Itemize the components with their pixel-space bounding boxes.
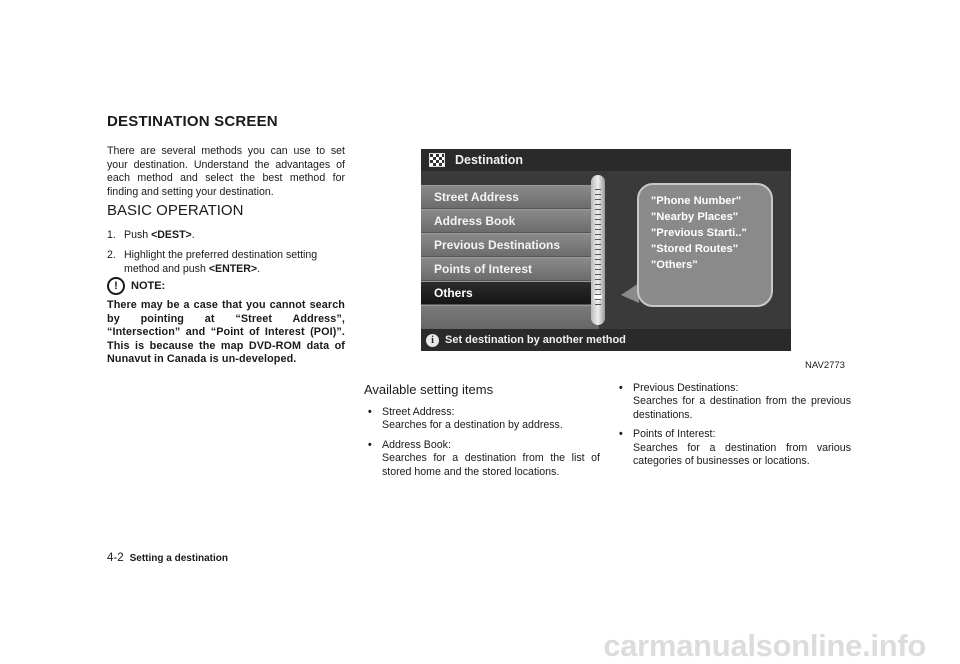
step-number: 1.	[107, 229, 116, 241]
scroll-tick	[595, 214, 601, 215]
scroll-tick	[595, 209, 601, 210]
scroll-tick	[595, 204, 601, 205]
bullet: •	[368, 438, 372, 451]
step-key: <DEST>	[151, 229, 192, 241]
screen-footer	[421, 329, 791, 351]
chapter-title: Setting a destination	[129, 553, 228, 564]
setting-item-body	[633, 428, 851, 468]
intro-paragraph: There are several methods you can use to set your destination. Understand the advantages of each method and select the best method for finding and setting your destination.	[107, 145, 345, 198]
menu-blank-row	[421, 305, 599, 329]
screen-header	[421, 149, 791, 171]
note-label: NOTE:	[131, 280, 166, 292]
setting-item-body	[633, 382, 851, 422]
setting-item	[368, 406, 600, 433]
destination-menu	[421, 185, 599, 329]
note-header	[107, 277, 165, 295]
menu-item-points-of-interest[interactable]: Points of Interest	[421, 257, 599, 281]
scroll-tick	[595, 304, 601, 305]
scrollbar[interactable]	[591, 175, 605, 325]
scroll-tick	[595, 194, 601, 195]
menu-item-address-book[interactable]: Address Book	[421, 209, 599, 233]
page-number: 4-2	[107, 552, 124, 564]
setting-item-desc: Searches for a destination from the list of stored home and the stored locations.	[382, 452, 600, 478]
scroll-tick	[595, 229, 601, 230]
section-title: DESTINATION SCREEN	[107, 113, 278, 130]
scroll-tick	[595, 289, 601, 290]
setting-item-desc: Searches for a destination from various categories of businesses or locations.	[633, 441, 851, 468]
setting-item	[619, 428, 851, 468]
setting-item-title: Points of Interest:	[633, 428, 716, 441]
preview-bubble-list	[651, 193, 747, 273]
menu-item-others[interactable]: Others	[421, 281, 599, 305]
menu-item-street-address[interactable]: Street Address	[421, 185, 599, 209]
setting-item	[368, 439, 600, 479]
scroll-tick	[595, 264, 601, 265]
bubble-item: "Others"	[651, 259, 698, 271]
figure-code: NAV2773	[805, 360, 845, 371]
setting-item-body	[382, 406, 600, 433]
checkered-flag-icon	[429, 153, 445, 167]
bullet: •	[619, 428, 623, 441]
screen-title: Destination	[455, 153, 524, 167]
setting-item-title: Street Address:	[382, 406, 455, 418]
setting-item-title: Address Book:	[382, 438, 451, 451]
menu-item-previous-destinations[interactable]: Previous Destinations	[421, 233, 599, 257]
step-text	[124, 248, 345, 276]
bubble-item: "Previous Starti.."	[651, 227, 747, 239]
scroll-tick	[595, 224, 601, 225]
step-1	[107, 228, 345, 242]
scroll-tick	[595, 294, 601, 295]
scroll-tick	[595, 189, 601, 190]
scroll-tick	[595, 259, 601, 260]
setting-items-left	[368, 406, 600, 485]
exclamation-icon: !	[107, 277, 125, 295]
step-number: 2.	[107, 249, 116, 261]
step-text-post: .	[191, 229, 195, 241]
step-text-post: .	[257, 263, 261, 275]
scroll-tick	[595, 254, 601, 255]
bullet: •	[368, 406, 372, 418]
bullet: •	[619, 382, 623, 394]
setting-item-desc: Searches for a destination by address.	[382, 419, 563, 432]
setting-item-title: Previous Destinations:	[633, 382, 739, 394]
available-items-heading: Available setting items	[364, 382, 494, 397]
bubble-item: "Phone Number"	[651, 195, 742, 207]
scroll-tick	[595, 249, 601, 250]
page-footer	[107, 552, 228, 564]
setting-item-body	[382, 439, 600, 479]
bubble-item: "Stored Routes"	[651, 243, 739, 255]
scroll-tick	[595, 269, 601, 270]
scroll-tick	[595, 279, 601, 280]
scroll-tick	[595, 234, 601, 235]
scroll-tick	[595, 239, 601, 240]
setting-items-right	[619, 382, 851, 474]
step-key: <ENTER>	[208, 263, 258, 275]
watermark: carmanualsonline.info	[603, 628, 926, 663]
step-2	[107, 248, 345, 276]
setting-item	[619, 382, 851, 422]
basic-operation-heading: BASIC OPERATION	[107, 202, 244, 219]
screen-footer-text: Set destination by another method	[445, 334, 626, 346]
scroll-tick	[595, 274, 601, 275]
scroll-tick	[595, 219, 601, 220]
step-text-pre: Push	[124, 229, 152, 241]
navigation-screen-figure	[421, 149, 791, 351]
scroll-tick	[595, 299, 601, 300]
bubble-item: "Nearby Places"	[651, 211, 739, 223]
step-text-pre: Highlight the preferred destination setting method and push	[124, 249, 318, 275]
scroll-tick	[595, 244, 601, 245]
info-icon: i	[426, 334, 439, 347]
scroll-tick	[595, 284, 601, 285]
scroll-tick	[595, 199, 601, 200]
steps-list	[107, 228, 345, 282]
step-text	[124, 228, 345, 242]
note-text: There may be a case that you cannot search by pointing at “Street Address”, “Intersection” and “Point of Interest (POI)”. This is because the map DVD-ROM data of Nunavut in Canada is un-developed.	[107, 299, 345, 366]
setting-item-desc: Searches for a destination from the previous destinations.	[633, 395, 851, 421]
